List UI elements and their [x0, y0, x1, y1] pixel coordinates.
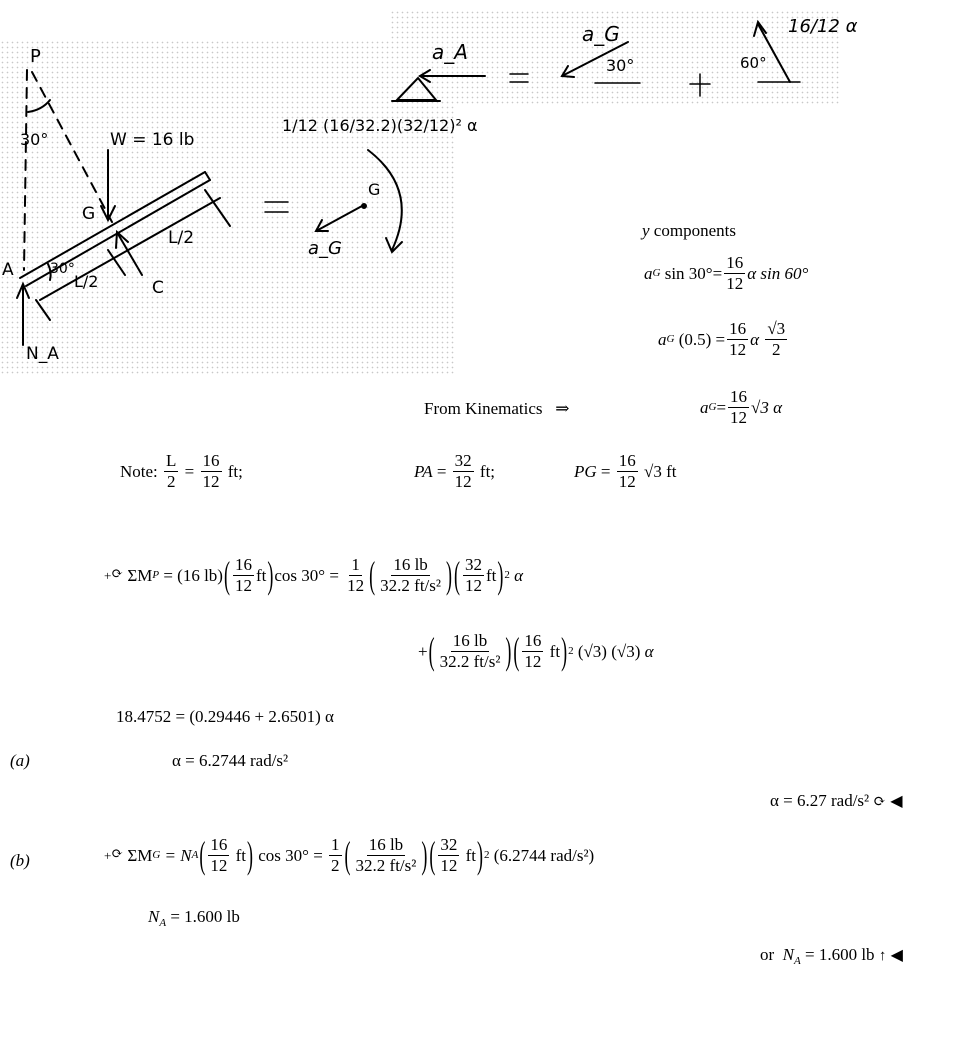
part-b-label: (b) [10, 851, 30, 870]
moment-equation-p: + ⟳ ΣM P = (16 lb) ( $\frac{16}{12}$ ft ) cos 30° = $\frac{1}{12}$ ( $\frac{16 lb}{\text{32.2 ft/s²}}$ ) ( $\frac{32}{12}$ ft ) 2 α [104, 554, 524, 597]
label-g-2: G [368, 180, 381, 199]
angle-30-label: 30° [606, 56, 635, 75]
label-a: A [2, 260, 14, 280]
angle-60-label: 60° [740, 54, 767, 72]
intermediate-result: 18.4752 = (0.29446 + 2.6501) α [116, 707, 334, 726]
label-l-half: L/2 [168, 228, 195, 248]
label-na: N_A [26, 344, 59, 364]
accel-a-label: a_A [432, 40, 468, 64]
label-l-half-2: L/2 [74, 272, 99, 291]
label-30-deg: 30° [20, 130, 49, 149]
answer-a: α = 6.27 rad/s² ⟳ ◀ [770, 791, 903, 811]
weight-label: W = 16 lb [110, 130, 195, 150]
note-pg: PG = $\frac{16}{12}$ √3 ft [574, 451, 677, 491]
na-result: $N_A = 1.600$ lb [148, 907, 240, 929]
moment-equation-p-cont: + ( $\frac{16 lb}{\text{32.2 ft/s²}}$ ) ( $\frac{16}{12}$ ft ) 2 (√3) (√3) α [418, 630, 654, 673]
part-a-label: (a) [10, 751, 30, 770]
kinematics-result: a G = $\frac{16}{12}$ √3 α [700, 387, 783, 427]
accel-g-label: a_G [582, 22, 620, 46]
moment-equation-g: + ⟳ ΣM G = N A ( $\frac{16}{12}$ ft ) cos 30° = $\frac{1}{2}$ ( $\frac{16 lb}{\text{32.2 ft/s²}}$ ) ( $\frac{32}{12}$ ft ) 2 (6.2744 rad/s²) [104, 834, 595, 877]
label-g: G [82, 204, 96, 224]
label-p: P [30, 46, 41, 67]
label-c: C [152, 278, 164, 298]
alpha-result: α = 6.2744 rad/s² [172, 751, 289, 770]
answer-b: or $N_A = 1.600$ lb ↑ ◀ [760, 945, 903, 967]
y-components-title: y components [642, 221, 736, 240]
y-equation-2: a G (0.5) = $\frac{16}{12}$ α $\frac{√3}{2}$ [658, 319, 786, 359]
y-equation-1: a G sin 30°= $\frac{16}{12}$ α sin 60° [644, 253, 809, 293]
relative-accel-label: 16/12 α [788, 16, 858, 37]
label-ag-2: a_G [308, 238, 342, 259]
kinematics-label: From Kinematics ⇒ [424, 399, 570, 418]
note-line: Note: $\frac{L}{2}$ = $\frac{16}{12}$ ft; [120, 451, 243, 491]
inertia-label: 1/12 (16/32.2)(32/12)² α [282, 116, 478, 135]
note-pa: PA = $\frac{32}{12}$ ft; [414, 451, 496, 491]
label-30-deg-bar: 30° [50, 261, 75, 277]
free-body-diagram [0, 0, 460, 380]
